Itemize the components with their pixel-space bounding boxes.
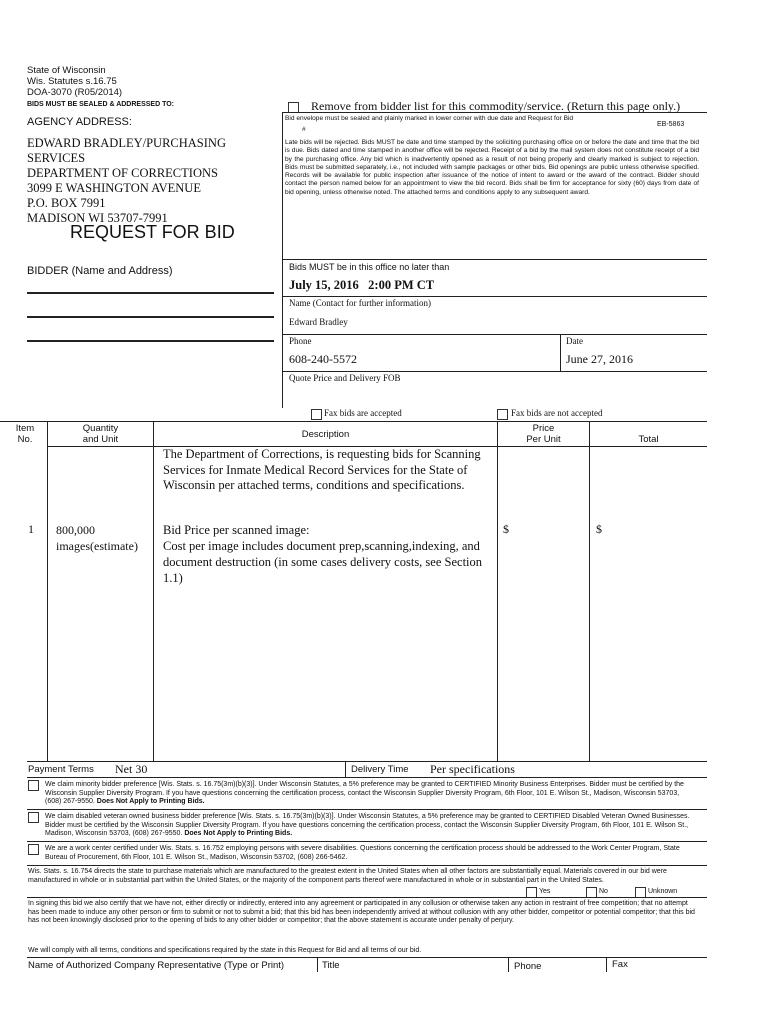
claims-divider bbox=[27, 841, 707, 842]
terms-divider bbox=[345, 761, 346, 777]
fob-label: Quote Price and Delivery FOB bbox=[289, 373, 401, 383]
table-col-divider bbox=[497, 421, 498, 761]
work-center-text: We are a work center certified under Wis. Stats. s. 16.752 employing persons with severe disabilities. Questions concerning the certification process should be addressed to the Work Center Program, State Bureau of Procurement, 6th Floor, 101 E. Wilson St., Madison, Wisconsin 53702, (608) 266-5462. bbox=[45, 845, 680, 861]
table-col-divider bbox=[47, 421, 48, 761]
made-in-us-text: Wis. Stats. s. 16.754 directs the state to purchase materials which are manufactured to the greatest extent in the United States when all other factors are substantially equal. Materials covered in our bid were manufactured in whole or in substantial part within the United States, or the majority of the component parts thereof were manufactured in whole or in substantial part in the United States. bbox=[28, 868, 667, 884]
header-total: Total bbox=[638, 434, 659, 445]
fax-accepted-checkbox[interactable] bbox=[311, 409, 322, 420]
remove-label: Remove from bidder list for this commodity/service. (Return this page only.) bbox=[311, 99, 681, 113]
agency-address bbox=[27, 136, 226, 226]
row-quantity bbox=[56, 522, 138, 554]
row-item-number: 1 bbox=[28, 522, 34, 536]
signature-divider bbox=[508, 958, 509, 972]
row-quantity-line: images(estimate) bbox=[56, 539, 138, 553]
panel-divider bbox=[282, 371, 707, 372]
header-price bbox=[498, 423, 589, 445]
veteran-text bbox=[45, 813, 695, 839]
sealed-note: BIDS MUST BE SEALED & ADDRESSED TO: bbox=[27, 101, 175, 108]
late-bids-note: Late bids will be rejected. Bids MUST be date and time stamped by the soliciting purchasing office on or before the date and time that the bid is due. Bids dated and time stamped in another office will be rejected. Receipt of a bid by the mail system does not constitute receipt of a bid by the purchasing office. Any bid which is inadvertently opened as a result of not being properly and clearly marked is subject to rejection. Bids must be submitted separately, i.e., not included with sample packages or other bids. Bid openings are public unless otherwise specified. Records will be available for public inspection after issuance of the notice of intent to award or the award of the contract. Bidder should contact the person named below for an appointment to view the bid record. Bids shall be firm for acceptance for sixty (60) days from date of bid opening, unless otherwise noted. The attached terms and conditions apply to any subsequent award. bbox=[285, 139, 699, 196]
bidder-line[interactable] bbox=[27, 292, 274, 294]
address-line: 3099 E WASHINGTON AVENUE bbox=[27, 181, 201, 195]
fax-accepted-label: Fax bids are accepted bbox=[324, 408, 402, 418]
work-center-checkbox[interactable] bbox=[28, 844, 39, 855]
unknown-label: Unknown bbox=[648, 888, 678, 895]
comply-text: We will comply with all terms, conditions and specifications required by the state in this Request for Bid and all terms of our bid. bbox=[28, 947, 422, 954]
bidder-label: BIDDER (Name and Address) bbox=[27, 265, 173, 277]
header-description: Description bbox=[301, 429, 350, 440]
claims-divider bbox=[27, 865, 707, 866]
payment-value[interactable]: Net 30 bbox=[115, 762, 148, 776]
form-header bbox=[27, 65, 122, 98]
header-quantity-line: and Unit bbox=[82, 434, 119, 445]
row-price[interactable]: $ bbox=[503, 522, 509, 536]
fax-not-accepted-checkbox[interactable] bbox=[497, 409, 508, 420]
no-label: No bbox=[599, 888, 608, 895]
address-line: MADISON WI 53707-7991 bbox=[27, 211, 168, 225]
bidder-line[interactable] bbox=[27, 316, 274, 318]
claims-divider bbox=[27, 897, 707, 898]
delivery-label: Delivery Time bbox=[351, 764, 409, 775]
statutes: Wis. Statutes s.16.75 bbox=[27, 76, 117, 87]
table-intro: The Department of Corrections, is requesting bids for Scanning Services for Inmate Medical Record Services for the State of Wisconsin per attached terms, conditions and specifications. bbox=[163, 447, 481, 492]
table-col-divider bbox=[589, 421, 590, 761]
header-price-line: Price bbox=[532, 423, 555, 434]
rep-phone-label[interactable]: Phone bbox=[514, 961, 542, 972]
form-code: DOA-3070 (R05/2014) bbox=[27, 87, 123, 98]
title-label[interactable]: Title bbox=[322, 960, 340, 971]
row-description: Bid Price per scanned image: Cost per image includes document prep,scanning,indexing, and document destruction (in some cases delivery costs, see Section 1.1) bbox=[163, 523, 483, 585]
minority-checkbox[interactable] bbox=[28, 780, 39, 791]
fax-not-accepted-label: Fax bids are not accepted bbox=[511, 408, 603, 418]
date-value: June 27, 2016 bbox=[566, 352, 633, 366]
date-label: Date bbox=[566, 336, 583, 346]
address-line: EDWARD BRADLEY/PURCHASING bbox=[27, 136, 226, 150]
minority-body: We claim minority bidder preference [Wis. Stats. s. 16.75(3m)(b)(3)]. Under Wisconsin Statutes, a 5% preference may be granted to CERTIFIED Minority Business Enterprises. Bidder must be certified by the Wisconsin Supplier Diversity Program. If you have questions concerning the certification process, contact the Wisconsin Supplier Diversity Program, 6th Floor, 101 E. Wilson St., Madison, Wisconsin 53703, (608) 267-9550. bbox=[45, 781, 684, 806]
contact-label: Name (Contact for further information) bbox=[289, 298, 431, 308]
signature-divider bbox=[317, 958, 318, 972]
header-quantity-line: Quantity bbox=[82, 423, 119, 434]
panel-divider bbox=[282, 259, 707, 260]
terms-bottom-border bbox=[27, 777, 707, 778]
panel-left-border bbox=[282, 112, 283, 408]
envelope-note: Bid envelope must be sealed and plainly marked in lower corner with due date and Request for Bid bbox=[285, 115, 574, 122]
payment-label: Payment Terms bbox=[28, 764, 94, 775]
table-top-border bbox=[0, 421, 707, 422]
veteran-bold: Does Not Apply to Printing Bids. bbox=[184, 830, 293, 838]
header-item bbox=[10, 423, 40, 445]
bid-number: EB-5863 bbox=[657, 121, 685, 128]
contact-value: Edward Bradley bbox=[289, 317, 348, 327]
bidder-line[interactable] bbox=[27, 340, 274, 342]
due-value: July 15, 2016 2:00 PM CT bbox=[289, 278, 435, 292]
header-item-line: Item bbox=[15, 423, 35, 434]
yes-label: Yes bbox=[539, 888, 551, 895]
address-line: SERVICES bbox=[27, 151, 86, 165]
page-title: REQUEST FOR BID bbox=[70, 222, 235, 242]
certify-text: In signing this bid we also certify that we have not, either directly or indirectly, entered into any agreement or participated in any collusion or otherwise taken any action in restraint of free competition; that no attempt has been made to induce any other person or firm to submit or not to submit a bid; that this bid has been independently arrived at without collusion with any other bidder, competitor or potential competitor; that this bid has not been knowingly disclosed prior to the opening of bids to any other bidder or competitor; that the above statement is accurate under penalty of perjury. bbox=[28, 900, 695, 925]
agency-label: AGENCY ADDRESS: bbox=[27, 116, 132, 128]
table-col-divider bbox=[153, 421, 154, 761]
minority-bold: Does Not Apply to Printing Bids. bbox=[96, 798, 205, 806]
row-quantity-line: 800,000 bbox=[56, 523, 95, 537]
panel-divider bbox=[282, 296, 707, 297]
delivery-value[interactable]: Per specifications bbox=[430, 762, 515, 776]
veteran-body: We claim disabled veteran owned business bidder preference [Wis. Stats. s. 16.75(3m)(b)(3)]. Under Wisconsin Statutes, a 5% preference may be granted to CERTIFIED Disabled Veteran Owned Businesses. Bidder must be certified by the Wisconsin Supplier Diversity Program. If you have questions concerning the certification process, contact the Wisconsin Supplier Diversity Program, 6th Floor, 101 E. Wilson St., Madison, Wisconsin 53703, (608) 267-9550. bbox=[45, 813, 690, 838]
header-item-line: No. bbox=[17, 434, 33, 445]
panel-divider bbox=[282, 334, 707, 335]
phone-label: Phone bbox=[289, 336, 312, 346]
header-quantity bbox=[48, 423, 153, 445]
hash-mark: # bbox=[302, 126, 306, 133]
state-name: State of Wisconsin bbox=[27, 65, 106, 76]
due-label: Bids MUST be in this office no later than bbox=[289, 262, 450, 272]
panel-top-border bbox=[282, 112, 707, 113]
rep-fax-label[interactable]: Fax bbox=[612, 959, 628, 970]
phone-date-divider bbox=[560, 334, 561, 371]
minority-text bbox=[45, 781, 695, 807]
veteran-checkbox[interactable] bbox=[28, 812, 39, 823]
address-line: DEPARTMENT OF CORRECTIONS bbox=[27, 166, 218, 180]
signature-divider bbox=[606, 958, 607, 972]
row-total[interactable]: $ bbox=[596, 522, 602, 536]
signature-top-border bbox=[27, 957, 707, 958]
claims-divider bbox=[27, 809, 707, 810]
phone-value: 608-240-5572 bbox=[289, 352, 357, 366]
header-price-line: Per Unit bbox=[526, 434, 561, 445]
rep-label[interactable]: Name of Authorized Company Representative (Type or Print) bbox=[28, 960, 285, 971]
address-line: P.O. BOX 7991 bbox=[27, 196, 106, 210]
